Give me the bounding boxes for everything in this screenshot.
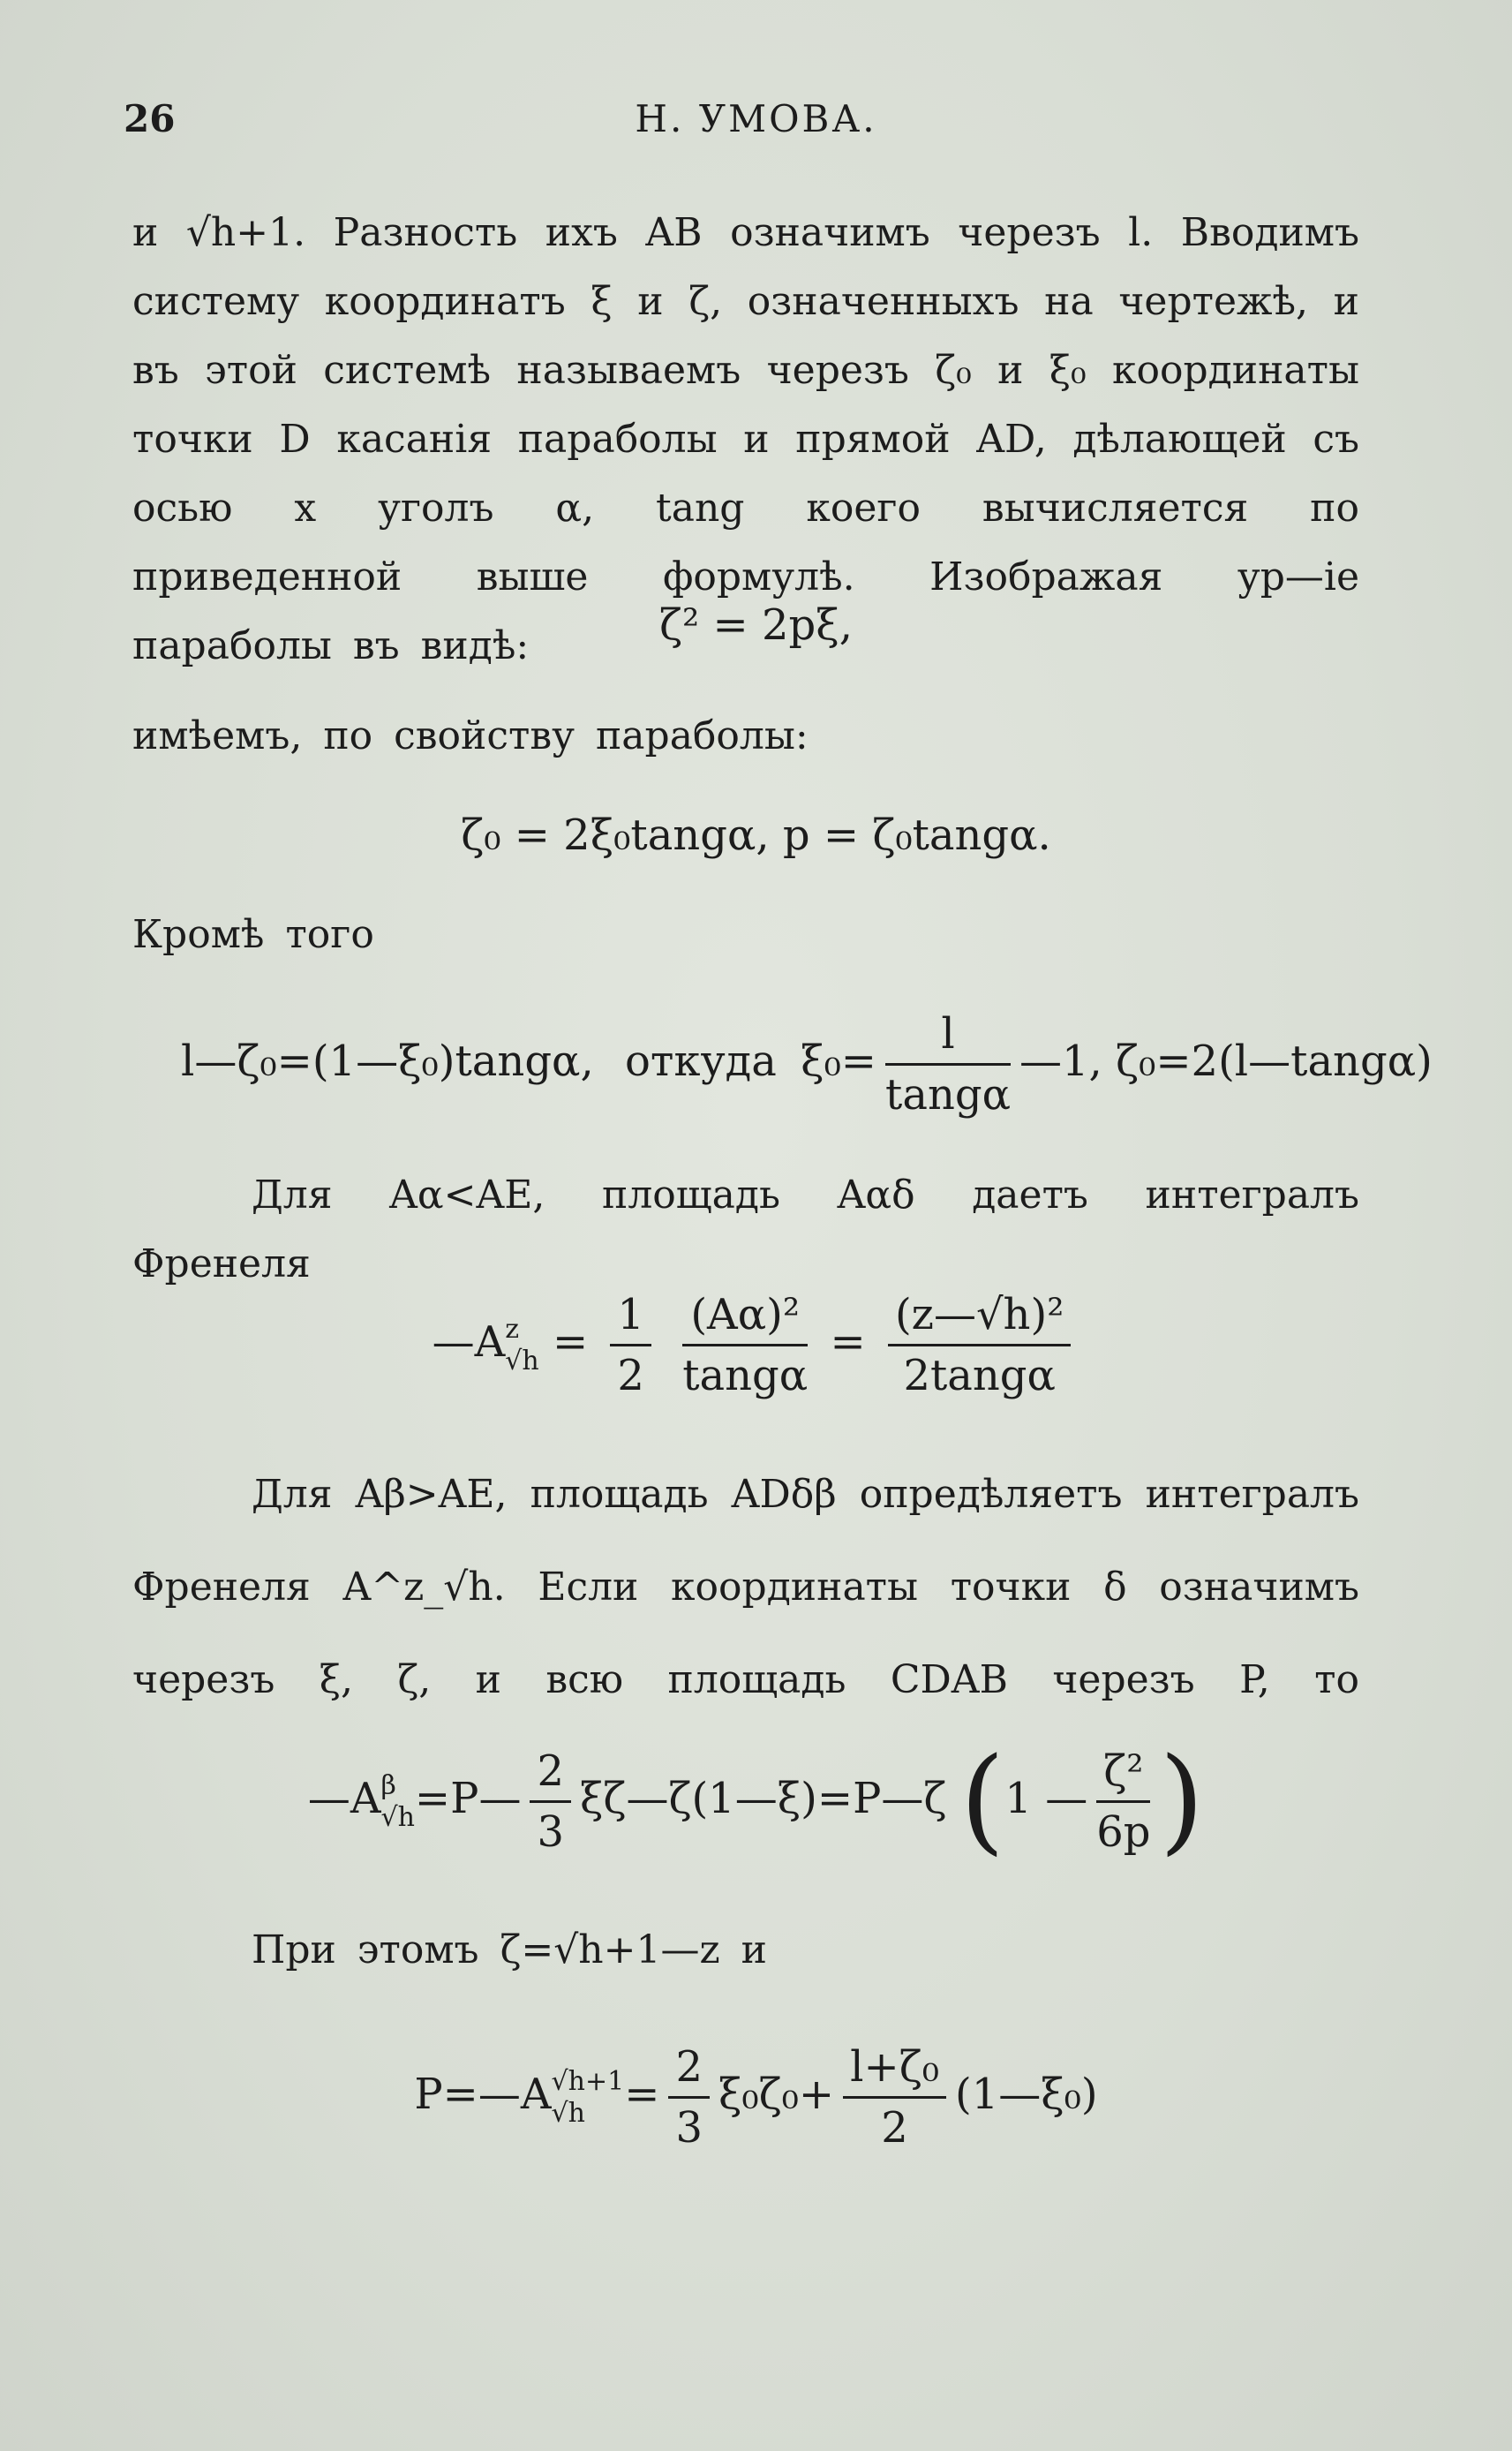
paragraph-fresnel-2: Для Aβ>AE, площадь ADδβ опредѣляетъ интегралъ Френеля A^z_√h. Если координаты точки δ означимъ черезъ ξ, ζ, и всю площадь CDAB черезъ P, то (132, 1472, 1359, 1702)
page-number: 26 (124, 97, 176, 140)
eq3-word: откуда (624, 1037, 777, 1086)
eq4-frac-3 (888, 1287, 1071, 1403)
eq6-g-num: l+ζ₀ (843, 2040, 946, 2099)
eq3-fraction (885, 1007, 1011, 1122)
eq4-f2-den: tangα (682, 1351, 809, 1400)
eq4-lhs: —A (432, 1317, 506, 1367)
equation-parabola: ζ² = 2pξ, (659, 600, 853, 650)
paragraph-besides: Кромѣ того (132, 912, 374, 957)
eq6-frac-1 (668, 2040, 710, 2155)
eq5-frac-1 (530, 1744, 571, 1859)
eq4-sup: z (505, 1313, 520, 1345)
paragraph-intro: и √h+1. Разность ихъ AB означимъ черезъ l. Вводимъ систему координатъ ξ и ζ, означенныхъ на чертежѣ, и въ этой системѣ называемъ черезъ ζ₀ и ξ₀ координаты точки D касанія параболы и прямой AD, дѣлающей съ осью x уголъ α, tang коего вычисляется по приведенной выше формулѣ. Изображая ур—іе параболы въ видѣ: (132, 210, 1359, 668)
equation-P (0, 2040, 1512, 2155)
eq5-mid1: =P— (414, 1774, 522, 1823)
eq6-g-den: 2 (881, 2103, 908, 2153)
eq5-sub: √h (380, 1801, 415, 1833)
paragraph-property: имѣемъ, по свойству параболы: (132, 713, 809, 758)
eq5-one: 1 — (1004, 1774, 1088, 1823)
eq6-frac-2 (843, 2040, 946, 2155)
eq5-paren-close: ) (1159, 1732, 1205, 1867)
eq5-g-den: 6p (1096, 1807, 1151, 1857)
eq6-tail: (1—ξ₀) (954, 2070, 1098, 2119)
eq6-eq: = (624, 2070, 660, 2119)
eq4-f3-num: (z—√h)² (888, 1287, 1071, 1346)
eq4-frac-1 (610, 1287, 651, 1403)
eq6-sup: √h+1 (551, 2065, 625, 2097)
eq5-mid2: ξζ—ζ(1—ξ)=P—ζ (579, 1774, 947, 1823)
running-title: Н. УМОВА. (635, 97, 877, 140)
eq3-num: l (885, 1007, 1011, 1066)
eq6-f-num: 2 (668, 2040, 710, 2099)
equation-area (0, 1732, 1512, 1867)
eq3-xi0: ξ₀= (801, 1037, 877, 1086)
eq4-f2-num: (Aα)² (682, 1287, 808, 1346)
eq6-sub: √h (551, 2097, 585, 2129)
eq5-frac-2 (1096, 1744, 1150, 1859)
eq5-g-num: ζ² (1096, 1744, 1150, 1803)
paragraph-where: При этомъ ζ=√h+1—z и (252, 1927, 767, 1972)
eq5-f-num: 2 (530, 1744, 571, 1803)
eq5-lhs: —A (307, 1774, 381, 1823)
eq3-rest: —1, ζ₀=2(l—tangα) (1019, 1037, 1433, 1086)
running-header (0, 97, 1512, 141)
equation-l-zeta (181, 1007, 1433, 1122)
eq4-sub: √h (505, 1345, 539, 1376)
paragraph-fresnel-1: Для Aα<AE, площадь Aαδ даетъ интегралъ Френеля (132, 1173, 1359, 1286)
eq5-sup: β (380, 1769, 396, 1801)
eq4-f3-den: 2tangα (903, 1351, 1056, 1400)
eq4-f1-num: 1 (610, 1287, 651, 1346)
eq6-f-den: 3 (675, 2103, 703, 2153)
eq6-mid: ξ₀ζ₀+ (718, 2070, 835, 2119)
eq5-f-den: 3 (537, 1807, 564, 1857)
eq6-lhs: P=—A (414, 2070, 552, 2119)
equation-tangent: ζ₀ = 2ξ₀tangα, p = ζ₀tangα. (461, 811, 1051, 860)
eq3-left: l—ζ₀=(1—ξ₀)tangα, (181, 1037, 594, 1086)
eq4-frac-2 (682, 1287, 808, 1403)
eq4-f1-den: 2 (617, 1351, 644, 1400)
equation-fresnel-1: —A z √h = $\frac{1}{2}$ $\frac{\text{(Aα)²}}{\tan g\alpha}$ = $\frac{\text{(z—√h)²}}{2\tan g\alpha}$ (0, 1287, 1512, 1403)
eq3-den: tangα (885, 1070, 1011, 1120)
eq5-paren-open: ( (959, 1732, 1005, 1867)
